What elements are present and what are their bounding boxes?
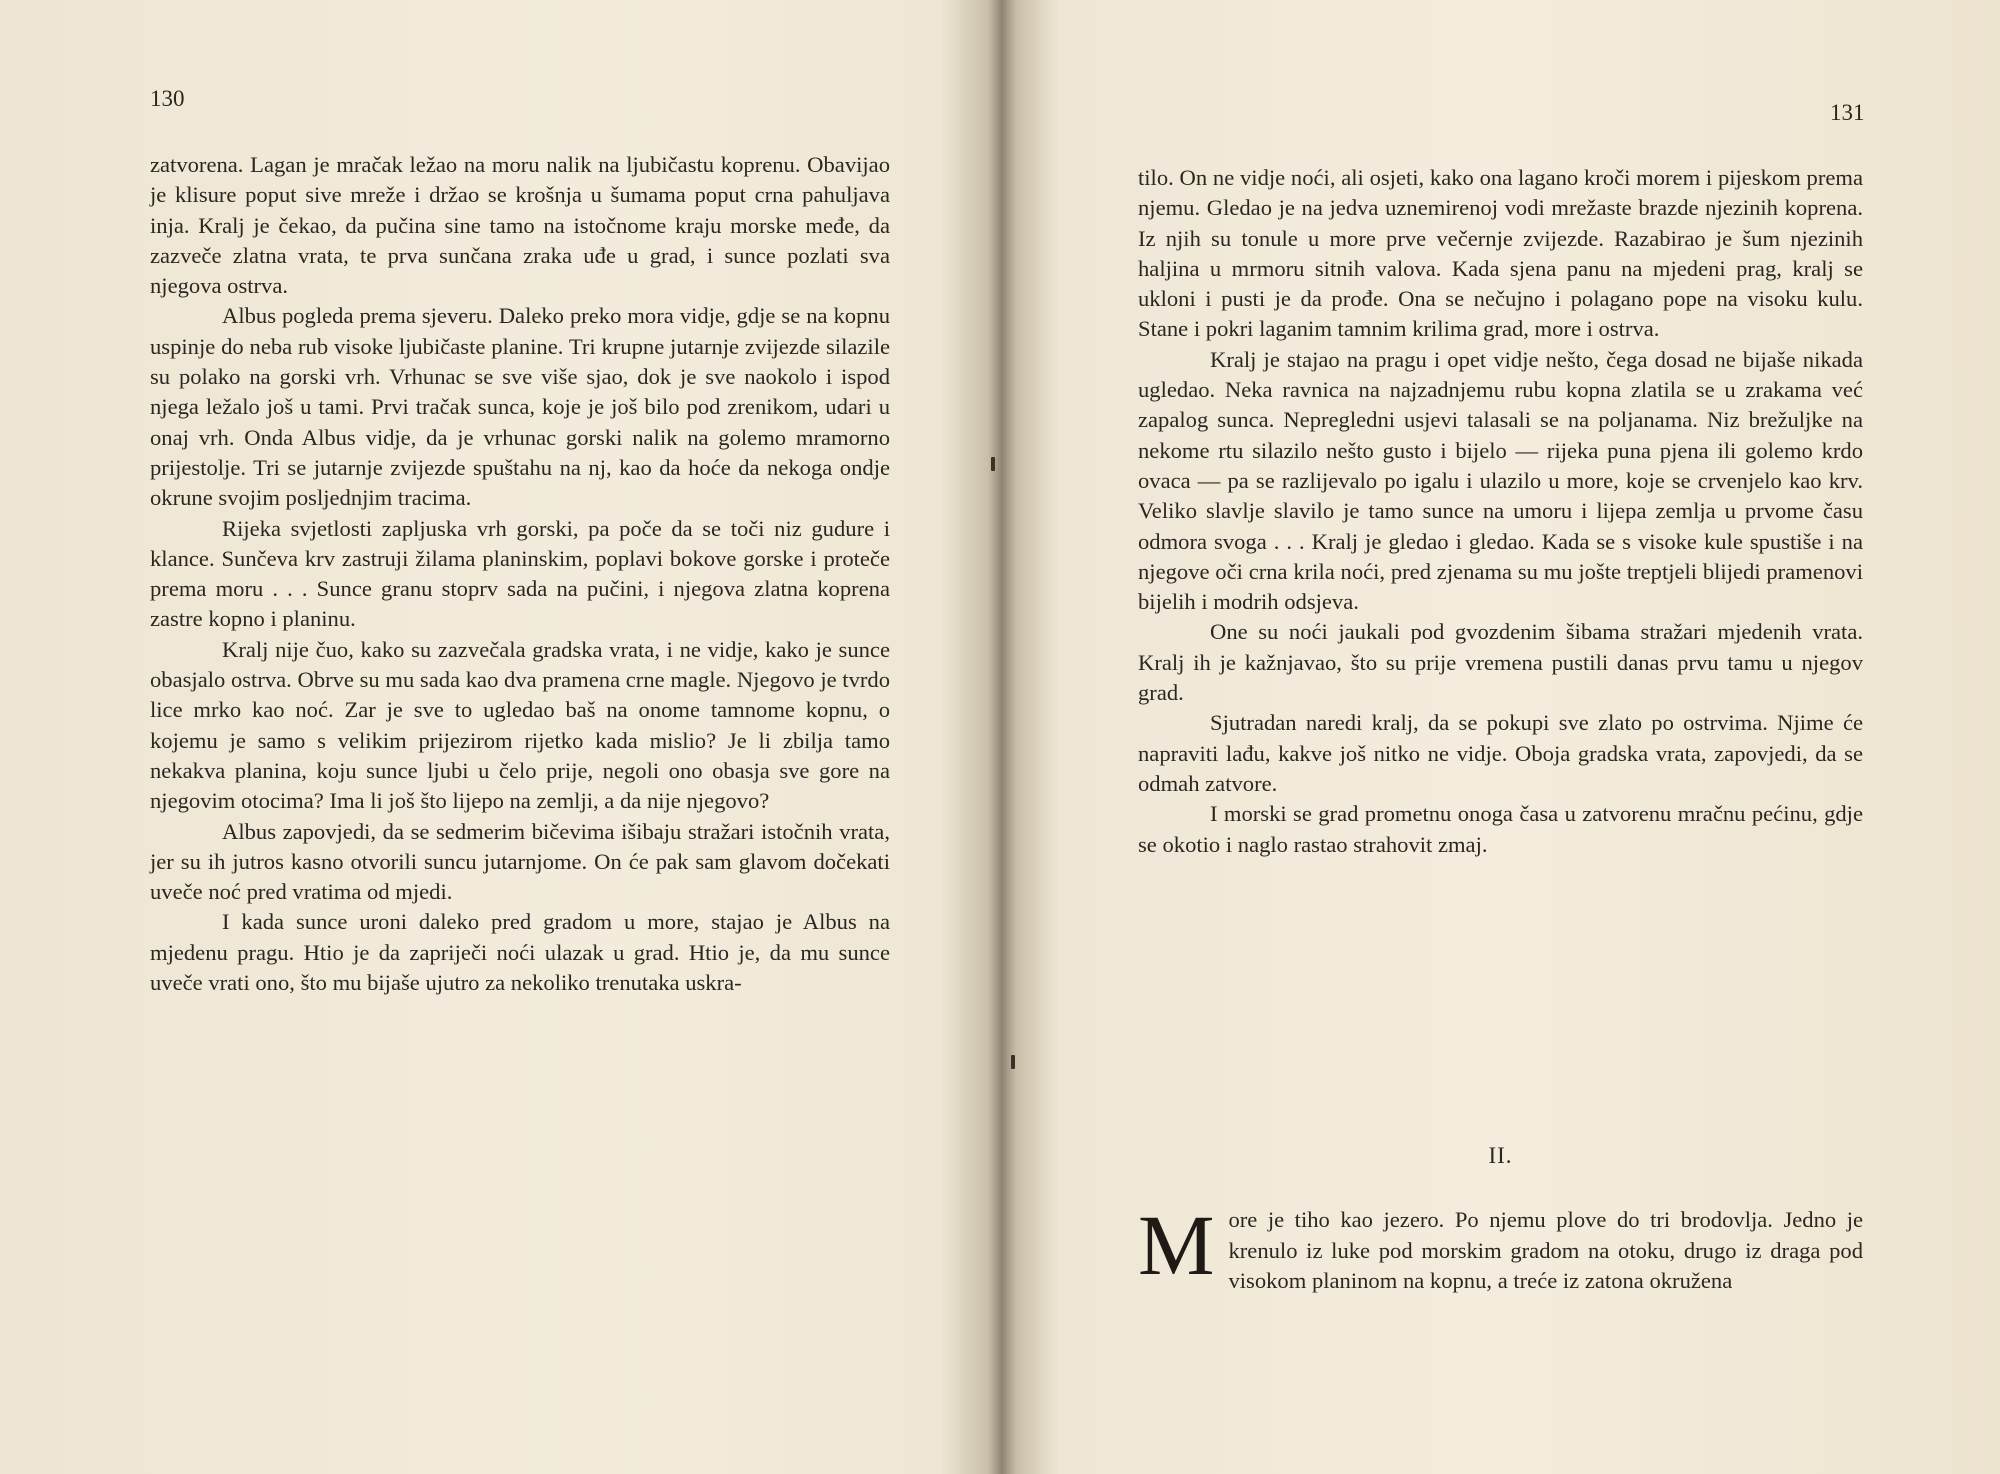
section-heading: II. — [1488, 1143, 1513, 1168]
binding-mark — [1011, 1055, 1015, 1069]
paragraph: One su noći jaukali pod gvozdenim šibama stražari mjedenih vrata. Kralj ih je kažnjavao, što su prije vremena pustili danas prvu tamu u njegov grad. — [1138, 619, 1863, 706]
paragraph: ore je tiho kao jezero. Po njemu plove do tri brodovlja. Jedno je krenulo iz luke pod morskim gradom na otoku, drugo iz draga pod visokom planinom na kopnu, a treće iz zatona okružena — [1228, 1207, 1863, 1293]
binding-mark — [991, 457, 995, 471]
page-number: 131 — [1830, 100, 1865, 125]
drop-cap: M — [1138, 1197, 1215, 1293]
body-text — [1138, 163, 1863, 860]
paragraph: Albus zapovjedi, da se sedmerim bičevima išibaju stražari istočnih vrata, jer su ih jutros kasno otvorili suncu jutarnjome. On će pak sam glavom dočekati uveče noć pred vratima od mjedi. — [150, 818, 890, 905]
paragraph: tilo. On ne vidje noći, ali osjeti, kako ona lagano kroči morem i pijeskom prema njemu. Gledao je na jedva uznemirenoj vodi mrežaste brazde njezinih koprena. Iz njih su tonule u more prve večernje zvijezde. Razabirao je šum njezinih haljina u mrmoru sitnih valova. Kada sjena panu na mjedeni prag, kralj se ukloni i pusti je da prođe. Ona se nečujno i polagano pope na visoku kulu. Stane i pokri laganim tamnim krilima grad, more i ostrva. — [1138, 165, 1863, 342]
paragraph: Kralj nije čuo, kako su zazvečala gradska vrata, i ne vidje, kako je sunce obasjalo ostrva. Obrve su mu sada kao dva pramena crne magle. Njegovo je tvrdo lice mrko kao noć. Zar je sve to ugledao baš na onome tamnome kopnu, o kojemu je samo s velikim prijezirom rijetko kada mislio? Je li zbilja tamo nekakva planina, koju sunce ljubi u čelo prije, negoli ono obasja sve gore na njegovim otocima? Ima li još što lijepo na zemlji, a da nije njegovo? — [150, 636, 890, 814]
page-number: 130 — [150, 86, 185, 111]
paragraph: I kada sunce uroni daleko pred gradom u more, stajao je Albus na mjedenu pragu. Htio je da zapriječi noći ulazak u grad. Htio je, da mu sunce uveče vrati ono, što mu bijaše ujutro za nekoliko trenutaka uskra- — [150, 909, 890, 996]
paragraph: Sjutradan naredi kralj, da se pokupi sve zlato po ostrvima. Njime će napraviti lađu, kakve još nitko ne vidje. Oboja gradska vrata, zapovjedi, da se odmah zatvore. — [1138, 710, 1863, 796]
paragraph: Rijeka svjetlosti zapljuska vrh gorski, pa poče da se toči niz gudure i klance. Sunčeva krv zastruji žilama planinskim, poplavi bokove gorske i proteče prema moru . . . Sunce granu stoprv sada na pučini, i njegova zlatna koprena zastre kopno i planinu. — [150, 515, 890, 632]
left-page — [0, 0, 990, 1474]
chapter-opening — [1138, 1197, 1863, 1297]
paragraph: Albus pogleda prema sjeveru. Daleko preko mora vidje, gdje se na kopnu uspinje do neba rub visoke ljubičaste planine. Tri krupne jutarnje zvijezde silazile su polako na gorski vrh. Vrhunac se sve više sjao, dok je sve naokolo i ispod njega ležalo još u tami. Prvi tračak sunca, koje je još bilo pod zrenikom, udari u onaj vrh. Onda Albus vidje, da je vrhunac gorski nalik na golemo mramorno prijestolje. Tri se jutarnje zvijezde spuštahu na nj, kao da hoće da nekoga ondje okrune svojim posljednjim tracima. — [150, 303, 890, 511]
body-text — [150, 150, 890, 998]
paragraph: zatvorena. Lagan je mračak ležao na moru nalik na ljubičastu koprenu. Obavijao je klisure poput sive mreže i držao se krošnja u šumama poput crna pahuljava inja. Kralj je čekao, da pučina sine tamo na istočnome kraju morske međe, da zazveče zlatna vrata, te prva sunčana zraka uđe u grad, i sunce pozlati sva njegova ostrva. — [150, 152, 890, 299]
paragraph: Kralj je stajao na pragu i opet vidje nešto, čega dosad ne bijaše nikada ugledao. Neka ravnica na najzadnjemu rubu kopna zlatila se u zrakama već zapalog sunca. Nepregledni usjevi talasali se na poljanama. Niz brežuljke na nekome rtu silazilo nešto gusto i bijelo — rijeka puna pjena ili golemo krdo ovaca — pa se razlijevalo po igalu i ulazilo u more, koje se crvenjelo kao krv. Veliko slavlje slavilo je tamo sunce na umoru i lijepa zemlja u prvome času odmora svoga . . . Kralj je gledao i gledao. Kada se s visoke kule spustiše i na njegove oči crna krila noći, pred zjenama su mu jošte treptjeli blijedi pramenovi bijelih i modrih odsjeva. — [1138, 346, 1863, 615]
right-page — [1010, 0, 2000, 1474]
paragraph: I morski se grad prometnu onoga časa u zatvorenu mračnu pećinu, gdje se okotio i naglo rastao strahovit zmaj. — [1138, 801, 1863, 857]
